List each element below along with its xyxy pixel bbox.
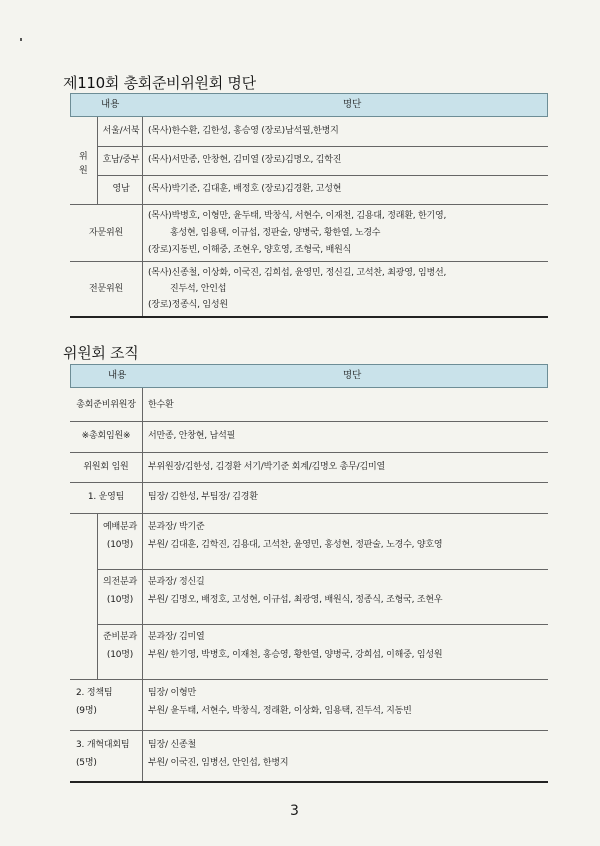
s2-hline-6 [97, 624, 548, 625]
row-label-yeongnam: 영남 [112, 184, 130, 194]
s1-vline-1 [142, 117, 143, 317]
subteam-leader-worship: 분과장/ 박기준 [148, 522, 205, 532]
s1-hline-3 [70, 204, 548, 205]
s2-bottom-border [70, 781, 548, 783]
subteam-leader-preparation: 분과장/ 김미열 [148, 632, 205, 642]
subteam-members-ceremony: 부원/ 김명오, 배정호, 고성현, 이규섭, 최광영, 배원식, 정종식, 조형국, 조현우 [148, 595, 443, 605]
row-names-expert-1: (목사)신종철, 이상화, 이국진, 김희섭, 윤영민, 정신길, 고석찬, 최광영, 임병선, [148, 268, 447, 278]
section1-title: 제110회 총회준비위원회 명단 [63, 74, 256, 92]
row-label-advisory: 자문위원 [89, 228, 123, 238]
subteam-count-ceremony: (10명) [106, 595, 134, 605]
page-number: 3 [290, 803, 299, 819]
row-names-expert-2: 진두석, 안인섭 [170, 284, 227, 294]
subteam-leader-ceremony: 분과장/ 정신길 [148, 577, 205, 587]
s2-hline-5 [97, 569, 548, 570]
team-name-policy: 2. 정책팀 [76, 688, 113, 698]
s1-hline-2 [97, 175, 548, 176]
section2-header-names: 명단 [343, 370, 362, 381]
row-label-chair: 총회준비위원장 [76, 400, 136, 410]
row-label-officers: ※총회임원※ [81, 431, 131, 441]
row-value-chair: 한수환 [148, 400, 174, 410]
s2-hline-8 [70, 730, 548, 731]
subteam-members-preparation: 부원/ 한기영, 박병호, 이재천, 홍승영, 황한열, 양병국, 강희섭, 이해중, 임성원 [148, 650, 443, 660]
s1-bottom-border [70, 316, 548, 318]
s2-hline-4 [70, 513, 548, 514]
row-names-advisory-3: (장로)지동빈, 이해중, 조현우, 양호영, 조형국, 배원식 [148, 245, 352, 255]
row-label-operations: 1. 운영팀 [87, 492, 125, 502]
section2-header [70, 364, 548, 388]
subteam-name-preparation: 준비분과 [103, 632, 137, 642]
s2-hline-2 [70, 452, 548, 453]
row-label-seoul: 서울/서북 [102, 126, 140, 136]
team-members-policy: 부원/ 윤두태, 서현수, 박창식, 정래환, 이상화, 임용택, 진두석, 지동빈 [148, 706, 412, 716]
row-names-expert-3: (장로)정종식, 임성원 [148, 300, 228, 310]
section2-header-content: 내용 [108, 370, 127, 381]
row-names-honam: (목사)서만종, 안창현, 김미열 (장로)김명오, 김학진 [148, 155, 342, 165]
row-names-advisory-1: (목사)박병호, 이형만, 윤두태, 박창식, 서현수, 이재천, 김용대, 정래환, 한기영, [148, 211, 447, 221]
section1-header-names: 명단 [343, 99, 362, 110]
team-count-policy: (9명) [76, 706, 97, 716]
section1-header [70, 93, 548, 117]
s1-hline-1 [97, 146, 548, 147]
committee-label-wi: 위 [79, 152, 88, 162]
row-label-committee-officers: 위원회 임원 [83, 462, 129, 472]
row-value-officers: 서만종, 안창현, 남석필 [148, 431, 236, 441]
subteam-name-worship: 예배분과 [103, 522, 137, 532]
team-count-reform: (5명) [76, 758, 97, 768]
section2-title: 위원회 조직 [63, 344, 139, 362]
s2-hline-3 [70, 482, 548, 483]
subteam-count-worship: (10명) [106, 540, 134, 550]
section1-header-content: 내용 [101, 99, 120, 110]
team-name-reform: 3. 개혁대회팀 [76, 740, 130, 750]
row-names-seoul: (목사)한수환, 김한성, 홍승영 (장로)남석필,한병지 [148, 126, 339, 136]
row-value-committee-officers: 부위원장/김한성, 김경환 서기/박기준 회계/김명오 총무/김미열 [148, 462, 385, 472]
subteam-count-preparation: (10명) [106, 650, 134, 660]
subteam-members-worship: 부원/ 김대훈, 김학진, 김용대, 고석찬, 윤영민, 홍성현, 정판술, 노경수, 양호영 [148, 540, 443, 550]
team-members-reform: 부원/ 이국진, 임병선, 안인섭, 한병지 [148, 758, 289, 768]
row-names-yeongnam: (목사)박기준, 김대훈, 배정호 (장로)김경환, 고성현 [148, 184, 342, 194]
row-label-expert: 전문위원 [89, 284, 123, 294]
s1-hline-4 [70, 261, 548, 262]
row-value-operations: 팀장/ 김한성, 부팀장/ 김경환 [148, 492, 258, 502]
s2-hline-7 [70, 679, 548, 680]
committee-label-won: 원 [79, 166, 88, 176]
row-label-honam: 호남/중부 [102, 155, 140, 165]
s2-hline-1 [70, 421, 548, 422]
team-leader-policy: 팀장/ 이형만 [148, 688, 196, 698]
subteam-name-ceremony: 의전분과 [103, 577, 137, 587]
scan-speck [20, 38, 22, 41]
s2-vline [142, 388, 143, 782]
team-leader-reform: 팀장/ 신종철 [148, 740, 196, 750]
s1-vline-wi [97, 117, 98, 204]
row-names-advisory-2: 홍성현, 임용택, 이규섭, 정판술, 양병국, 황한열, 노경수 [170, 228, 381, 238]
